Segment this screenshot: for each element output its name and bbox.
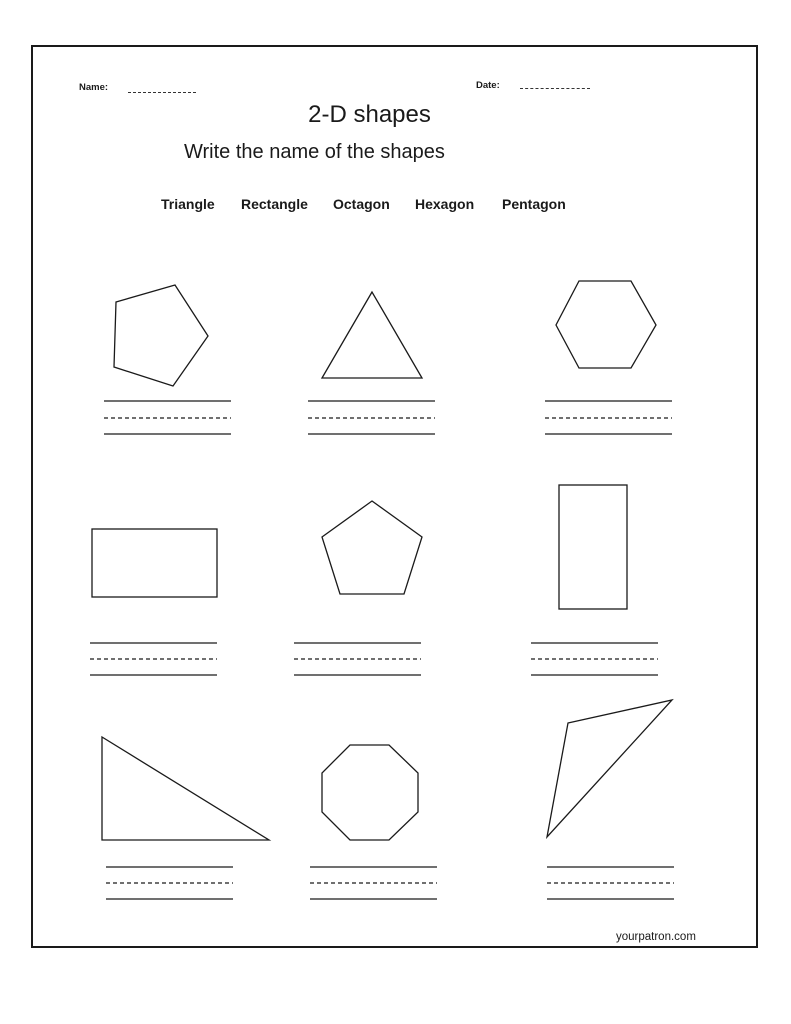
answer-lines[interactable] xyxy=(545,401,672,434)
answer-lines[interactable] xyxy=(308,401,435,434)
octagon-icon xyxy=(322,745,418,840)
footer-website: yourpatron.com xyxy=(616,931,696,943)
answer-lines[interactable] xyxy=(90,643,217,675)
hexagon-icon xyxy=(556,281,656,368)
answer-lines[interactable] xyxy=(294,643,421,675)
rectangle-icon xyxy=(92,529,217,597)
rectangle-icon xyxy=(559,485,627,609)
triangle-icon xyxy=(322,292,422,378)
page-title: 2-D shapes xyxy=(308,101,431,128)
name-label: Name: xyxy=(79,82,109,93)
date-label: Date: xyxy=(476,80,500,91)
triangle-icon xyxy=(547,700,672,837)
pentagon-icon xyxy=(322,501,422,594)
word-bank-hexagon: Hexagon xyxy=(415,196,475,212)
pentagon-icon xyxy=(114,285,208,386)
triangle-icon xyxy=(102,737,269,840)
word-bank-rectangle: Rectangle xyxy=(241,196,308,212)
answer-lines[interactable] xyxy=(106,867,233,899)
answer-lines[interactable] xyxy=(310,867,437,899)
word-bank-octagon: Octagon xyxy=(333,196,390,212)
answer-lines[interactable] xyxy=(547,867,674,899)
word-bank-triangle: Triangle xyxy=(161,196,215,212)
answer-lines[interactable] xyxy=(531,643,658,675)
instruction-text: Write the name of the shapes xyxy=(184,141,445,163)
word-bank-pentagon: Pentagon xyxy=(502,196,566,212)
answer-lines[interactable] xyxy=(104,401,231,434)
